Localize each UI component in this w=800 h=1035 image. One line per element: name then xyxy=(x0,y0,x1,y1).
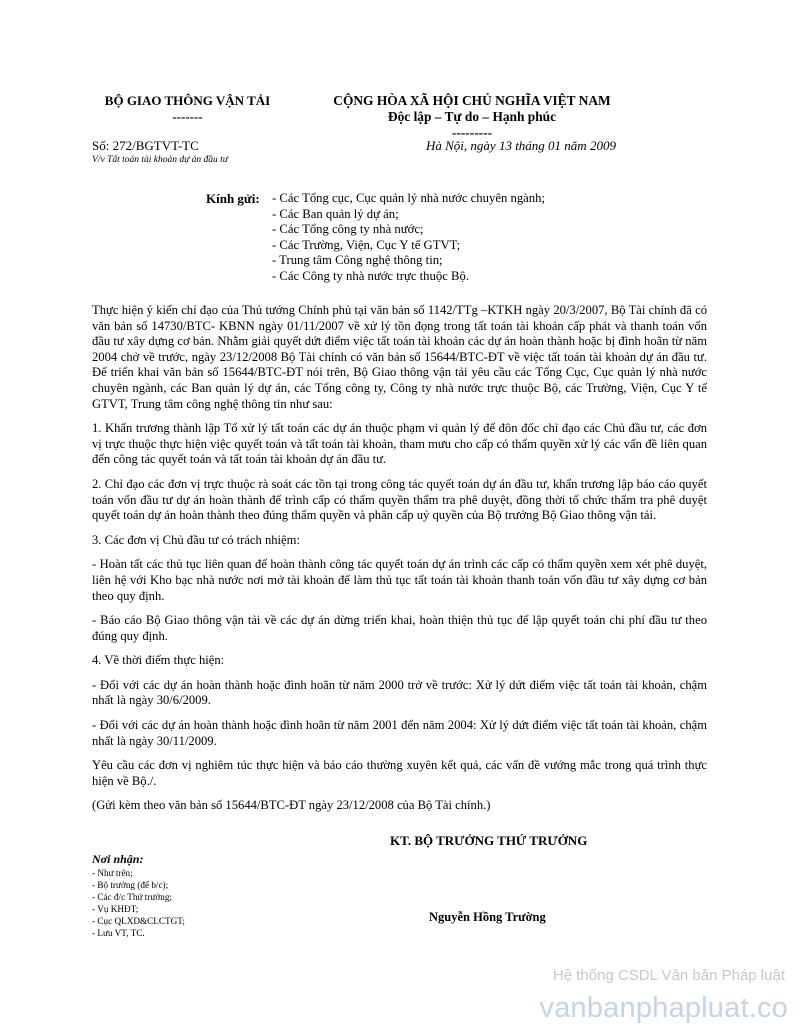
signer-name: Nguyễn Hồng Trường xyxy=(429,910,546,924)
body-paragraph-item-4a: - Đối với các dự án hoàn thành hoặc đình hoãn từ năm 2000 trở về trước: Xử lý dứt điểm việc tất toán tài khoản, chậm nhất là ngày 30/6/2009. xyxy=(92,677,707,708)
recipient-item: - Trung tâm Công nghệ thông tin; xyxy=(272,253,443,268)
document-subject: V/v Tất toán tài khoản dự án đầu tư xyxy=(92,155,228,165)
distribution-item: - Vụ KHĐT; xyxy=(92,903,139,914)
body-paragraph-item-3: 3. Các đơn vị Chủ đầu tư có trách nhiệm: xyxy=(92,532,300,547)
recipient-item: - Các Tổng cục, Cục quản lý nhà nước chuyên ngành; xyxy=(272,191,546,205)
distribution-label: Nơi nhận: xyxy=(92,852,144,866)
national-title-block xyxy=(322,93,622,141)
body-paragraph-item-1: 1. Khẩn trương thành lập Tổ xử lý tất toán các dự án thuộc phạm vi quản lý để đôn đốc chỉ đạo các Chủ đầu tư, các đơn vị trực thuộc thực hiện việc quyết toán và tất toán tài khoản, tham mưu cho cấp có thẩm quyền xử lý các vấn đề liên quan đến công tác quyết toán và tất toán tài khoản dự án đầu tư. xyxy=(92,421,707,467)
distribution-item: - Như trên; xyxy=(92,868,133,878)
body-paragraph-request: Yêu cầu các đơn vị nghiêm túc thực hiện và báo cáo thường xuyên kết quả, các vấn đề vướng mắc trong quá trình thực hiện về Bộ./. xyxy=(92,758,707,788)
recipient-item: - Các Trường, Viện, Cục Y tế GTVT; xyxy=(272,237,461,252)
distribution-item: - Cục QLXD&CLCTGT; xyxy=(92,915,185,926)
signature-title: KT. BỘ TRƯỞNG THỨ TRƯỞNG xyxy=(390,833,588,848)
body-paragraph-item-3b: - Báo cáo Bộ Giao thông vận tải về các dự án dừng triển khai, hoàn thiện thủ tục để lập quyết toán chi phí đầu tư theo đúng quy định. xyxy=(92,613,707,643)
watermark-caption: Hệ thống CSDL Văn bản Pháp luật xyxy=(552,967,785,984)
nation-name: CỘNG HÒA XÃ HỘI CHỦ NGHĨA VIỆT NAM xyxy=(333,93,611,108)
agency-rule: ------- xyxy=(172,109,203,124)
recipient-item: - Các Ban quản lý dự án; xyxy=(272,206,399,221)
body-paragraph-attachment: (Gửi kèm theo văn bản số 15644/BTC-ĐT ngày 23/12/2008 của Bộ Tài chính.) xyxy=(92,798,491,813)
body-paragraph-item-2: 2. Chỉ đạo các đơn vị trực thuộc rà soát các tồn tại trong công tác quyết toán dự án đầu tư, khẩn trương lập báo cáo quyết toán vốn đầu tư dự án hoàn thành để trình cấp có thẩm quyền thẩm tra phê duyệt, đồng thời tổ chức thẩm tra phê duyệt quyết toán dự án hoàn thành theo đúng thẩm quyền và phân cấp uỷ quyền của Bộ trưởng Bộ Giao thông vận tải. xyxy=(92,476,707,523)
body-paragraph-item-4b: - Đối với các dự án hoàn thành hoặc đình hoãn từ năm 2001 đến năm 2004: Xử lý dứt điểm việc tất toán tài khoản, chậm nhất là ngày 30/11/2009. xyxy=(92,718,707,748)
motto: Độc lập – Tự do – Hạnh phúc xyxy=(387,109,557,124)
issuing-agency-block xyxy=(90,93,285,125)
distribution-item: - Lưu VT, TC. xyxy=(92,927,145,938)
date-place: Hà Nội, ngày 13 tháng 01 năm 2009 xyxy=(426,138,616,153)
agency-name: BỘ GIAO THÔNG VẬN TẢI xyxy=(104,93,271,108)
distribution-item: - Bộ trưởng (để b/c); xyxy=(92,879,169,890)
document-body xyxy=(92,303,707,823)
distribution-list xyxy=(92,868,185,939)
recipient-item: - Các Công ty nhà nước trực thuộc Bộ. xyxy=(272,268,469,283)
motto-rule: --------- xyxy=(451,125,493,140)
distribution-item: - Các đ/c Thứ trưởng; xyxy=(92,891,172,902)
body-paragraph-item-3a: - Hoàn tất các thủ tục liên quan để hoàn thành công tác quyết toán dự án trình các cấp có thẩm quyền xem xét phê duyệt, liên hệ với Kho bạc nhà nước nơi mở tài khoản để làm thủ tục tất toán tài khoản thanh toán vốn đầu tư xây dựng cơ bản theo quy định. xyxy=(92,557,707,603)
watermark-site: vanbanphapluat.co xyxy=(539,992,788,1024)
recipients-list xyxy=(272,191,545,285)
recipients-label: Kính gửi: xyxy=(206,191,260,206)
recipient-item: - Các Tổng công ty nhà nước; xyxy=(272,222,424,237)
body-paragraph-item-4: 4. Về thời điểm thực hiện: xyxy=(92,653,225,668)
body-paragraph-intro: Thực hiện ý kiến chỉ đạo của Thủ tướng Chính phủ tại văn bản số 1142/TTg –KTKH ngày 20/3/2007, Bộ Tài chính đã có văn bản số 14730/BTC- KBNN ngày 01/11/2007 về xử lý tồn đọng trong tất toán tài khoản cấp phát và thanh toán vốn đầu tư xây dựng cơ bản. Nhằm giải quyết dứt điểm việc tất toán tài khoản các dự án hoàn thành hoặc bị đình hoãn từ năm 2004 chở về trước, ngày 23/12/2008 Bộ Tài chính có văn bản số 15644/BTC-ĐT về việc tất toán tài khoản dự án đầu tư. Để triển khai văn bản số 15644/BTC-ĐT nói trên, Bộ Giao thông vận tải yêu cầu các Tổng Cục, Cục quản lý nhà nước chuyên ngành, các Ban quản lý dự án, các Tổng công ty, Công ty nhà nước trực thuộc Bộ, các Trường, Viện, Cục Y tế GTVT, Trung tâm công nghệ thông tin như sau: xyxy=(92,303,707,411)
document-number: Số: 272/BGTVT-TC xyxy=(92,138,199,153)
